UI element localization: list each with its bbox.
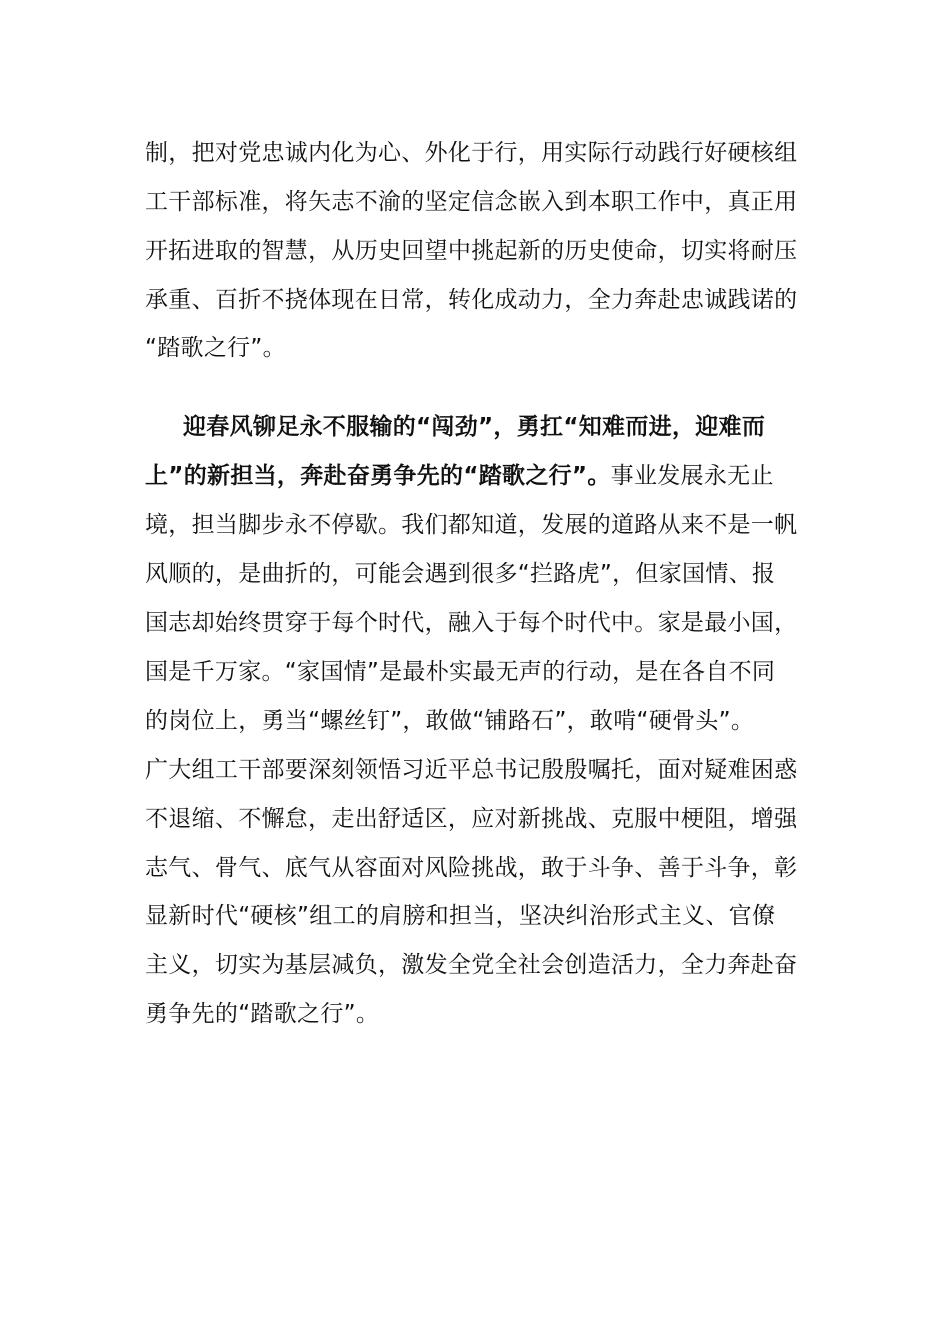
paragraph-heading-line: 迎春风铆足永不服输的“闯劲”，勇扛“知难而进，迎难而 [183, 414, 766, 440]
paragraph-line: 制，把对党忠诚内化为心、外化于行，用实际行动践行好硬核组 [145, 140, 798, 166]
paragraph-line-text: 事业发展永无止 [610, 463, 774, 489]
paragraph-line: 境，担当脚步永不停歇。我们都知道，发展的道路从来不是一帆 [145, 512, 798, 538]
paragraph-heading-tail: 上”的新担当，奔赴奋勇争先的“踏歌之行”。 [145, 463, 611, 489]
paragraph-line: 勇争先的“踏歌之行”。 [145, 1001, 380, 1027]
paragraph-line: 国志却始终贯穿于每个时代，融入于每个时代中。家是最小国， [145, 610, 798, 636]
paragraph-line: 承重、百折不挠体现在日常，转化成动力，全力奔赴忠诚践诺的 [145, 287, 798, 313]
paragraph-line: 志气、骨气、底气从容面对风险挑战，敢于斗争、善于斗争，彰 [145, 855, 798, 881]
paragraph-line: 主义，切实为基层减负，激发全党全社会创造活力，全力奔赴奋 [145, 952, 798, 978]
paragraph-line: 风顺的，是曲折的，可能会遇到很多“拦路虎”，但家国情、报 [145, 561, 776, 587]
paragraph-line: 国是千万家。“家国情”是最朴实最无声的行动，是在各自不同 [145, 659, 776, 685]
paragraph-line: 广大组工干部要深刻领悟习近平总书记殷殷嘱托，面对疑难困惑 [145, 757, 798, 783]
paragraph-line: 显新时代“硬核”组工的肩膀和担当，坚决纠治形式主义、官僚 [145, 903, 776, 929]
paragraph-line: 开拓进取的智慧，从历史回望中挑起新的历史使命，切实将耐压 [145, 238, 798, 264]
paragraph-line: 的岗位上，勇当“螺丝钉”，敢做“铺路石”，敢啃“硬骨头”。 [145, 708, 755, 734]
paragraph-line [145, 461, 825, 491]
paragraph-line: “踏歌之行”。 [145, 335, 286, 361]
paragraph-line: 不退缩、不懈怠，走出舒适区，应对新挑战、克服中梗阻，增强 [145, 806, 798, 832]
paragraph-line: 工干部标准，将矢志不渝的坚定信念嵌入到本职工作中，真正用 [145, 189, 798, 215]
